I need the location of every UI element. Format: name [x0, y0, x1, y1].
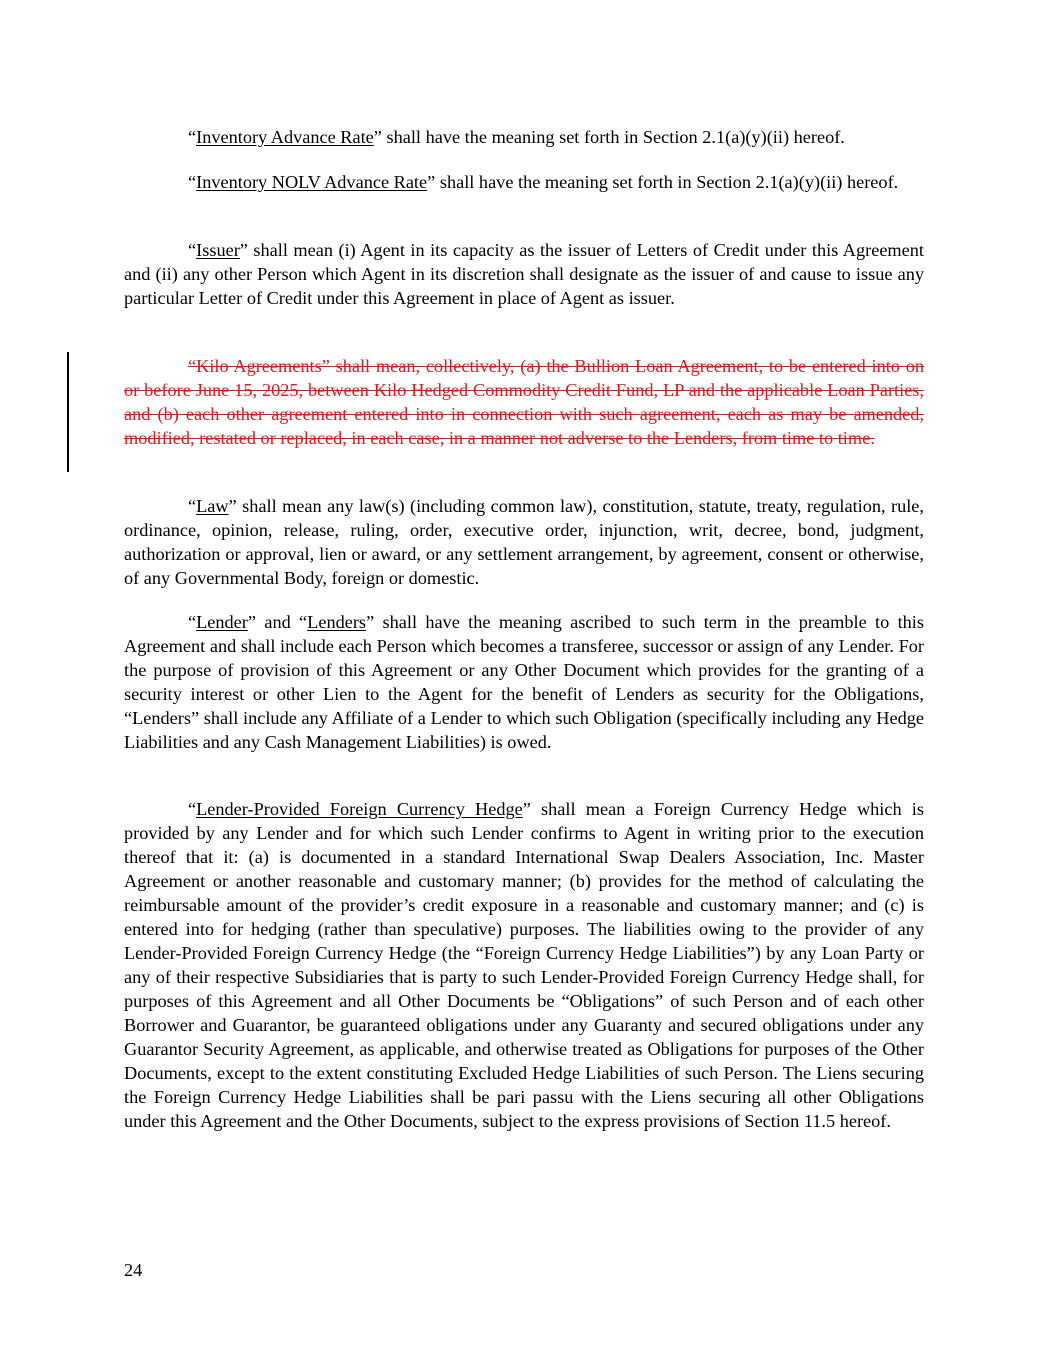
- open-quote: “: [188, 127, 197, 147]
- defined-term: Inventory NOLV Advance Rate: [196, 172, 428, 192]
- open-quote: “: [188, 172, 197, 192]
- definition-inventory-nolv-advance-rate: [124, 170, 924, 194]
- definition-text: ” shall mean any law(s) (including common law), constitution, statute, treaty, regulation, rule, ordinance, opinion, release, ruling, order, executive order, injunction, writ, decree, bond, judgment, authorization or approval, lien or award, or any settlement arrangement, by agreement, consent or otherwise, of any Governmental Body, foreign or domestic.: [124, 496, 924, 588]
- open-quote: “: [188, 612, 197, 632]
- defined-term: Issuer: [196, 240, 240, 260]
- definition-text: ” shall have the meaning set forth in Section 2.1(a)(y)(ii) hereof.: [427, 172, 899, 192]
- definition-text: ” shall have the meaning ascribed to such term in the preamble to this Agreement and shall include each Person which becomes a transferee, successor or assign of any Lender. For the purpose of provision of this Agreement or any Other Document which provides for the granting of a security interest or other Lien to the Agent for the benefit of Lenders as security for the Obligations, “Lenders” shall include any Affiliate of a Lender to which such Obligation (specifically including any Hedge Liabilities and any Cash Management Liabilities) is owed.: [124, 612, 925, 752]
- definition-text: ” shall mean (i) Agent in its capacity as the issuer of Letters of Credit under this Agreement and (ii) any other Person which Agent in its discretion shall designate as the issuer of and cause to issue any particular Letter of Credit under this Agreement in place of Agent as issuer.: [124, 240, 924, 308]
- definition-text: ” shall mean a Foreign Currency Hedge which is provided by any Lender and for which such Lender confirms to Agent in writing prior to the execution thereof that it: (a) is documented in a standard International Swap Dealers Association, Inc. Master Agreement or another reasonable and customary manner; (b) provides for the method of calculating the reimbursable amount of the provider’s credit exposure in a reasonable and customary manner; and (c) is entered into for hedging (rather than speculative) purposes. The liabilities owing to the provider of any Lender-Provided Foreign Currency Hedge (the “Foreign Currency Hedge Liabilities”) by any Loan Party or any of their respective Subsidiaries that is party to such Lender-Provided Foreign Currency Hedge shall, for purposes of this Agreement and all Other Documents be “Obligations” of such Person and of each other Borrower and Guarantor, be guaranteed obligations under any Guaranty and secured obligations under any Guarantor Security Agreement, as applicable, and otherwise treated as Obligations for purposes of the Other Documents, except to the extent constituting Excluded Hedge Liabilities of such Person. The Liens securing the Foreign Currency Hedge Liabilities shall be pari passu with the Liens securing all other Obligations under this Agreement and the Other Documents, subject to the express provisions of Section 11.5 hereof.: [124, 799, 924, 1131]
- definition-law: [124, 494, 924, 590]
- definition-lender-provided-foreign-currency-hedge: [124, 797, 924, 1133]
- defined-term: Law: [196, 496, 229, 516]
- deleted-text: “Kilo Agreements” shall mean, collectively, (a) the Bullion Loan Agreement, to be entered into on or before June 15, 2025, between Kilo Hedged Commodity Credit Fund, LP and the applicable Loan Parties, and (b) each other agreement entered into in connection with such agreement, each as may be amended, modified, restated or replaced, in each case, in a manner not adverse to the Lenders, from time to time.: [124, 356, 924, 448]
- page-number: 24: [124, 1260, 143, 1280]
- definition-lender: [124, 610, 924, 754]
- definition-inventory-advance-rate: [124, 125, 924, 149]
- definition-kilo-agreements-deleted: [124, 354, 924, 450]
- defined-term: Lender: [196, 612, 248, 632]
- open-quote: “: [188, 496, 197, 516]
- open-quote: “: [188, 240, 197, 260]
- definition-issuer: [124, 238, 924, 310]
- connector-text: ” and “: [247, 612, 308, 632]
- defined-term: Lender-Provided Foreign Currency Hedge: [196, 799, 523, 819]
- definition-text: ” shall have the meaning set forth in Section 2.1(a)(y)(ii) hereof.: [373, 127, 845, 147]
- revision-change-bar: [67, 352, 69, 472]
- open-quote: “: [188, 799, 197, 819]
- defined-term-plural: Lenders: [307, 612, 367, 632]
- defined-term: Inventory Advance Rate: [196, 127, 374, 147]
